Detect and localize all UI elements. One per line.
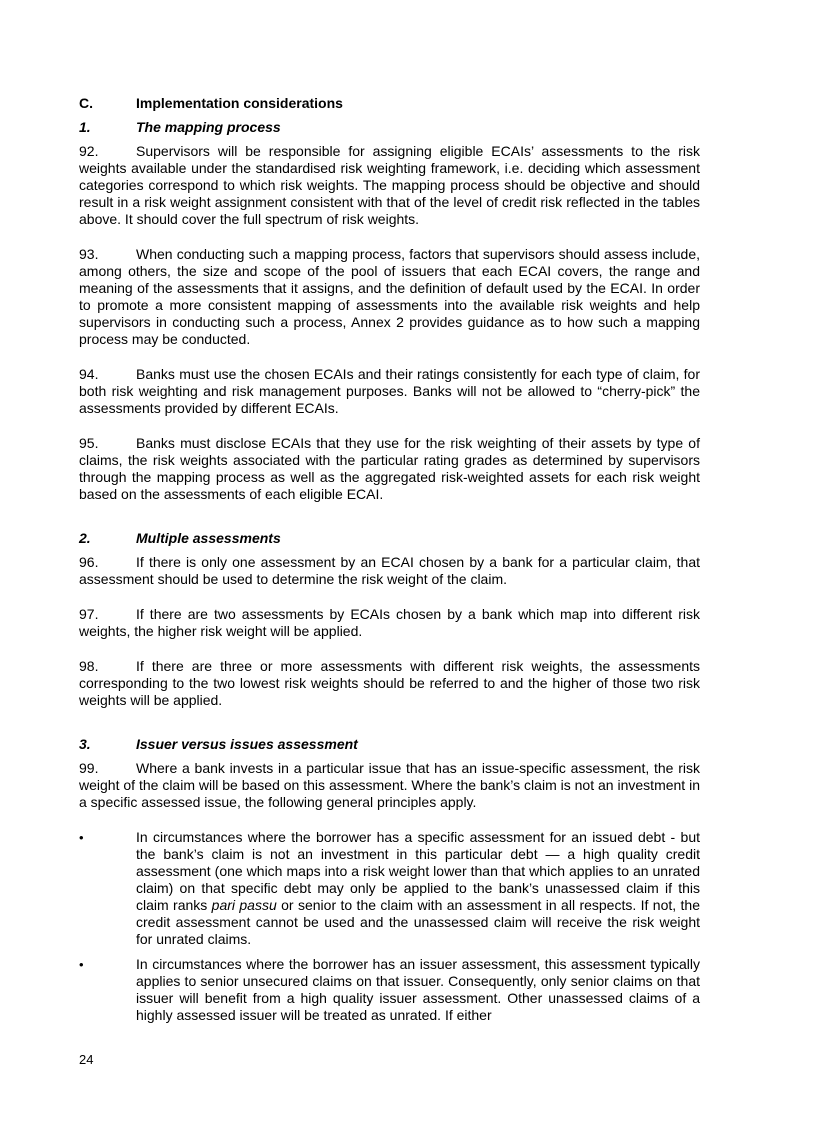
paragraph-text: Supervisors will be responsible for assigning eligible ECAIs’ assessments to the risk weights available under the standardised risk weighting framework, i.e. deciding which assessment categories correspond to which risk weights. The mapping process should be objective and should result in a risk weight assignment consistent with that of the level of credit risk reflected in the tables above. It should cover the full spectrum of risk weights. xyxy=(79,143,700,227)
paragraph-text: If there are three or more assessments with different risk weights, the assessments corresponding to the two lowest risk weights should be referred to and the higher of those two risk weights will be applied. xyxy=(79,658,700,708)
paragraph-number: 98. xyxy=(79,658,99,674)
bullet-text: In circumstances where the borrower has a specific assessment for an issued debt - but the bank’s claim is not an investment in this particular debt — a high quality credit assessment (one which maps into a risk weight lower than that which applies to an unrated claim) on that specific debt may only be applied to the bank’s unassessed claim if this claim ranks pari passu or senior to the claim with an assessment in all respects. If not, the credit assessment cannot be used and the unassessed claim will receive the risk weight for unrated claims. xyxy=(136,829,700,947)
section-heading xyxy=(79,95,700,112)
bullet-icon: • xyxy=(79,830,84,845)
paragraph-number: 94. xyxy=(79,366,99,382)
section-title: Implementation considerations xyxy=(136,95,343,111)
paragraph-text: Banks must disclose ECAIs that they use for the risk weighting of their assets by type of claims, the risk weights associated with the particular rating grades as determined by supervisors through the mapping process as well as the aggregated risk-weighted assets for each risk weight based on the assessments of each eligible ECAI. xyxy=(79,435,700,502)
bullet-text: In circumstances where the borrower has an issuer assessment, this assessment typically applies to senior unsecured claims on that issuer. Consequently, only senior claims on that issuer will benefit from a high quality issuer assessment. Other unassessed claims of a highly assessed issuer will be treated as unrated. If either xyxy=(136,956,700,1023)
paragraph-number: 99. xyxy=(79,760,99,776)
subsection-title: Issuer versus issues assessment xyxy=(136,736,358,752)
paragraph-97 xyxy=(79,606,700,640)
paragraph-text: When conducting such a mapping process, factors that supervisors should assess include, among others, the size and scope of the pool of issuers that each ECAI covers, the range and meaning of the assessments that it assigns, and the definition of default used by the ECAI. In order to promote a more consistent mapping of assessments into the available risk weights and help supervisors in conducting such a process, Annex 2 provides guidance as to how such a mapping process may be conducted. xyxy=(79,246,700,347)
paragraph-96 xyxy=(79,554,700,588)
document-body xyxy=(79,95,700,1024)
latin-term: pari passu xyxy=(211,897,277,913)
paragraph-98 xyxy=(79,658,700,709)
paragraph-text: Banks must use the chosen ECAIs and their ratings consistently for each type of claim, for both risk weighting and risk management purposes. Banks will not be allowed to “cherry-pick” the assessments provided by different ECAIs. xyxy=(79,366,700,416)
paragraph-text: If there is only one assessment by an ECAI chosen by a bank for a particular claim, that assessment should be used to determine the risk weight of the claim. xyxy=(79,554,700,587)
subsection-number: 1. xyxy=(79,119,91,135)
paragraph-92 xyxy=(79,143,700,228)
paragraph-99 xyxy=(79,760,700,811)
bullet-icon: • xyxy=(79,957,84,972)
subsection-title: The mapping process xyxy=(136,119,281,135)
paragraph-number: 96. xyxy=(79,554,99,570)
subsection-number: 3. xyxy=(79,736,91,752)
subsection-number: 2. xyxy=(79,530,91,546)
paragraph-95 xyxy=(79,435,700,503)
section-letter: C. xyxy=(79,95,93,111)
subsection-heading-multiple xyxy=(79,530,700,547)
page-number: 24 xyxy=(79,1052,94,1067)
paragraph-number: 92. xyxy=(79,143,99,159)
paragraph-text: Where a bank invests in a particular issue that has an issue-specific assessment, the risk weight of the claim will be based on this assessment. Where the bank’s claim is not an investment in a specific assessed issue, the following general principles apply. xyxy=(79,760,700,810)
paragraph-number: 93. xyxy=(79,246,99,262)
bullet-item xyxy=(79,829,700,948)
subsection-title: Multiple assessments xyxy=(136,530,281,546)
bullet-item xyxy=(79,956,700,1024)
subsection-heading-issuer xyxy=(79,736,700,753)
paragraph-number: 95. xyxy=(79,435,99,451)
paragraph-94 xyxy=(79,366,700,417)
subsection-heading-mapping xyxy=(79,119,700,136)
paragraph-93 xyxy=(79,246,700,348)
paragraph-text: If there are two assessments by ECAIs chosen by a bank which map into different risk weights, the higher risk weight will be applied. xyxy=(79,606,700,639)
paragraph-number: 97. xyxy=(79,606,99,622)
